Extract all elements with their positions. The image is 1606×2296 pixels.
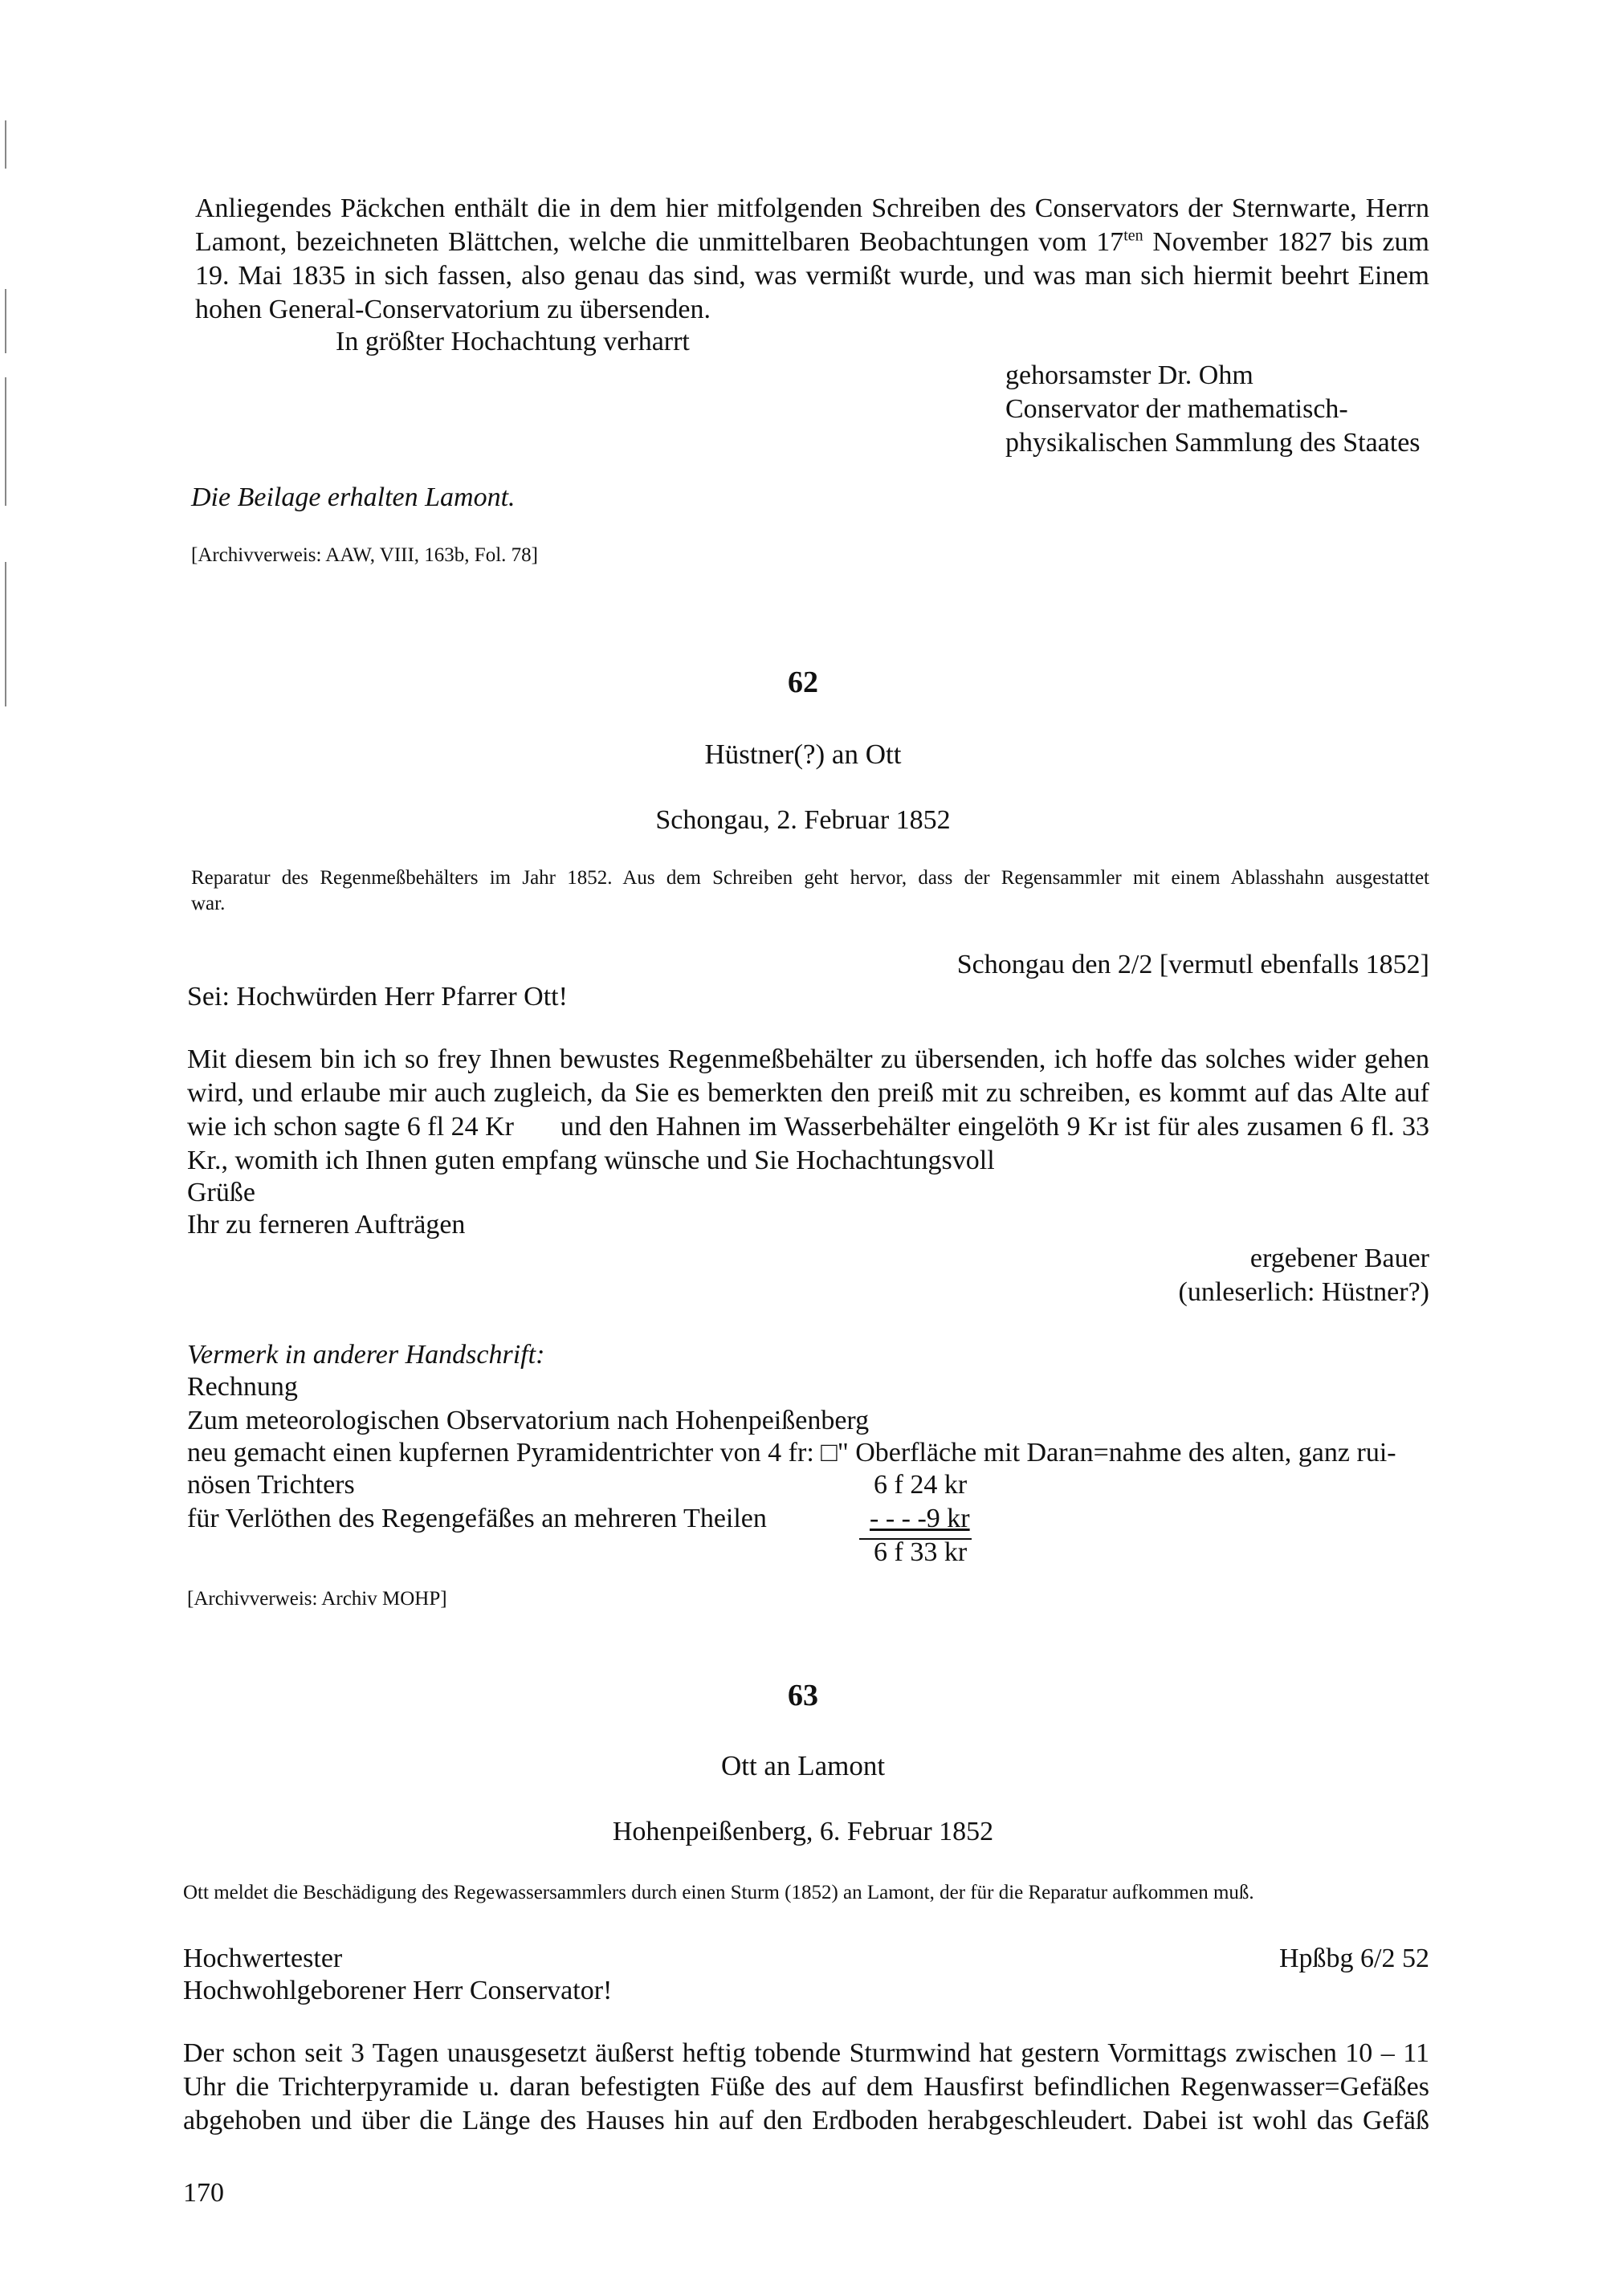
letter-body-line: wird, und erlaube mir auch zugleich, da Sie es bemerkten den preiß mit zu schreiben, es kommt auf das Alte auf: [187, 1078, 1429, 1108]
letter-body-line: wie ich schon sagte 6 fl 24 Kr: [187, 1112, 514, 1142]
closing-formula: In größter Hochachtung verharrt: [336, 327, 690, 356]
invoice-heading: Rechnung: [187, 1372, 298, 1402]
letter-title: Hüstner(?) an Ott: [704, 739, 902, 770]
top-body-line: hohen General-Conservatorium zu übersenden.: [195, 295, 711, 324]
letter-dateline: Hpßbg 6/2 52: [1279, 1944, 1429, 1973]
letter-dateline: Schongau den 2/2 [vermutl ebenfalls 1852]: [956, 950, 1429, 979]
letter-body-line: Kr., womith ich Ihnen guten empfang wünsche und Sie Hochachtungsvoll: [187, 1146, 995, 1175]
archive-reference: [Archivverweis: Archiv MOHP]: [187, 1588, 447, 1610]
invoice-amount: - - - -9 kr: [870, 1504, 970, 1533]
signature-line: gehorsamster Dr. Ohm: [1005, 360, 1253, 390]
annotation-note: Die Beilage erhalten Lamont.: [191, 482, 516, 512]
letter-body-line: Grüße: [187, 1178, 255, 1207]
letter-summary: war.: [191, 893, 226, 914]
letter-body-line: abgehoben und über die Länge des Hauses hin auf den Erdboden herabgeschleudert. Dabei ist wohl das Gefäß: [183, 2106, 1429, 2135]
letter-number: 62: [788, 666, 818, 699]
letter-salutation: Hochwohlgeborener Herr Conservator!: [183, 1976, 613, 2005]
invoice-amount: 6 f 24 kr: [874, 1470, 968, 1500]
letter-body-line: Ihr zu ferneren Aufträgen: [187, 1210, 466, 1240]
letter-place-date: Schongau, 2. Februar 1852: [655, 805, 951, 835]
scan-edge-mark: [5, 289, 6, 353]
signature-line: ergebener Bauer: [1249, 1244, 1429, 1273]
invoice-total: 6 f 33 kr: [874, 1537, 968, 1567]
letter-salutation: Hochwertester: [183, 1944, 343, 1973]
square-symbol: □: [821, 1438, 838, 1468]
archive-reference: [Archivverweis: AAW, VIII, 163b, Fol. 78]: [191, 544, 538, 566]
letter-body-line: Mit diesem bin ich so frey Ihnen bewustes Regenmeßbehälter zu übersenden, ich hoffe das solches wider gehen: [187, 1044, 1429, 1074]
letter-summary: Reparatur des Regenmeßbehälters im Jahr 1852. Aus dem Schreiben geht hervor, dass der Regensammler mit einem Ablasshahn ausgestattet: [191, 867, 1429, 889]
scan-edge-mark: [5, 377, 6, 506]
top-body-line: Anliegendes Päckchen enthält die in dem hier mitfolgenden Schreiben des Conservators der Sternwarte, Herrn: [195, 193, 1429, 223]
invoice-line: für Verlöthen des Regengefäßes an mehreren Theilen: [187, 1504, 767, 1533]
letter-number: 63: [788, 1679, 818, 1712]
letter-place-date: Hohenpeißenberg, 6. Februar 1852: [612, 1817, 994, 1846]
letter-summary: Ott meldet die Beschädigung des Regewassersammlers durch einen Sturm (1852) an Lamont, der für die Reparatur aufkommen muß.: [183, 1882, 1254, 1903]
letter-body-line: Uhr die Trichterpyramide u. daran befestigten Füße des auf dem Hausfirst befindlichen Regenwasser=Gefäßes: [183, 2072, 1429, 2102]
invoice-line: neu gemacht einen kupfernen Pyramidentrichter von 4 fr: □" Oberfläche mit Daran=nahme des alten, ganz rui-: [187, 1438, 1396, 1468]
letter-body-line: und den Hahnen im Wasserbehälter eingelöth 9 Kr ist für ales zusamen 6 fl. 33: [560, 1112, 1429, 1142]
page-number: 170: [183, 2178, 224, 2208]
signature-line: physikalischen Sammlung des Staates: [1005, 428, 1421, 458]
invoice-line: nösen Trichters: [187, 1470, 355, 1500]
signature-line: Conservator der mathematisch-: [1005, 394, 1348, 424]
annotation-note: Vermerk in anderer Handschrift:: [187, 1340, 545, 1370]
invoice-line: Zum meteorologischen Observatorium nach Hohenpeißenberg: [187, 1406, 870, 1435]
letter-salutation: Sei: Hochwürden Herr Pfarrer Ott!: [187, 982, 568, 1012]
top-body-line: 19. Mai 1835 in sich fassen, also genau das sind, was vermißt wurde, und was man sich hiermit beehrt Einem: [195, 261, 1429, 291]
top-body-line: Lamont, bezeichneten Blättchen, welche die unmittelbaren Beobachtungen vom $17^{ten}$ November 1827 bis zum: [195, 226, 1429, 257]
letter-title: Ott an Lamont: [720, 1750, 886, 1781]
signature-line: (unleserlich: Hüstner?): [1178, 1277, 1429, 1307]
scan-edge-mark: [5, 120, 6, 169]
letter-body-line: Der schon seit 3 Tagen unausgesetzt äußerst heftig tobende Sturmwind hat gestern Vormittags zwischen 10 – 11: [183, 2038, 1429, 2068]
